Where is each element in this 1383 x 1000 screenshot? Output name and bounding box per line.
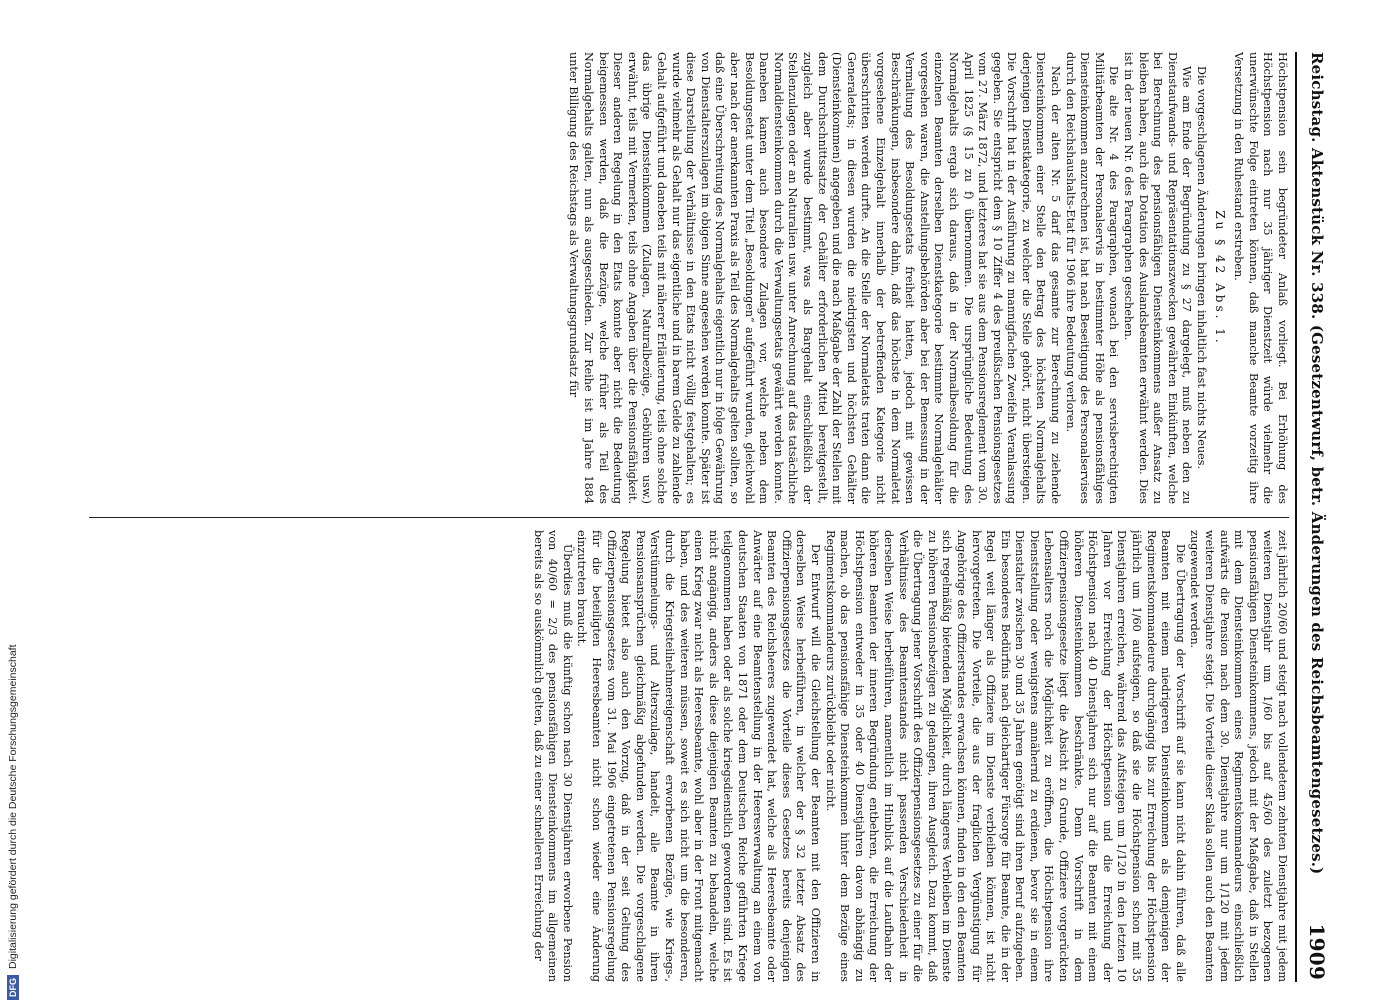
right-column (79, 530, 1289, 982)
left-paragraph-2: Die vorgeschlagenen Änderungen bringen inhaltlich fast nichts Neues. (1195, 66, 1209, 470)
right-paragraph-2: Die Übertragung der Vorschrift auf sie kann nicht dahin führen, daß alle Beamten mit einem niedrigeren Diensteinkommen als demjenigen der Regimentskommandeure durchgängig bis zur Erreichung der Höchstpension jährlich um 1/60 aufsteigen, so daß sie die Höchstpension schon mit 35 Dienstjahren erreichen, während das Aufsteigen um 1/120 in den letzten 10 Jahren vor Erreichung der Höchstpension und die Erreichung der Höchstpension nach 40 Dienstjahren sich nur auf die Beamten mit einem höheren Diensteinkommen beschränkte. Denn Vorschrift in dem Offizierpensionsgesetze liegt die Absicht zu Grunde, Offiziere vorgerückten Lebensalters noch die Möglichkeit zu eröffnen, die Höchstpension ihre Dienststellung oder wenigstens annähernd zu erdienen, bevor sie in einem Dienstalter zwischen 30 und 35 Jahren genötigt sind ihren Beruf aufzugeben. Ein besonderes Bedürfnis nach gleichartiger Fürsorge für Beamte, die in der Regel weit länger als Offiziere im Dienste verbleiben können, ist nicht hervorgetreten. Die Vorteile, die aus der fraglichen Vergünstigung für Angehörige des Offizierstandes erwachsen können, finden in den den Beamten sich regelmäßig bietenden Möglichkeit, durch längeres Verbleiben im Dienste zu höheren Pensionsbezügen zu gelangen, ihren Ausgleich. Dazu kommt, daß die Übertragung jener Vorschrift des Offizierpensionsgesetzes zu einer für die Verhältnisse des Beamtenstandes nicht passenden Verschiedenheit in derselben Weise herbeiführen, namentlich im Hinblick auf die Laufbahn der höheren Beamten der inneren Begründung entbehren, die Erreichung der Höchstpension entweder in 35 oder 40 Dienstjahren davon abhängig zu machen, ob das pensionsfähige Diensteinkommen hinter dem Bezüge eines Regimentskommandeurs zurückbleibt oder nicht. (823, 530, 1187, 982)
left-paragraph-3: Wie am Ende der Begründung zu § 27 dargelegt, muß neben den zu Dienstaufwands- und Repräsentationszwecken gewährten Einkünften, welche bei Berechnung des pensionsfähigen Diensteinkommens außer Ansatz zu bleiben haben, auch die Dotation des Auslandsbeamten erwähnt werden. Dies ist in der neuen Nr. 6 des Paragraphen geschehen. (1122, 52, 1194, 504)
page-number: 1909 (1305, 923, 1329, 980)
right-paragraph-4: Überdies muß die künftig schon nach 30 Dienstjahren erworbene Pension von 40/60 = 2/3 des pensionsfähigen Diensteinkommens im allgemeinen bereits als so auskömmlich gelten, daß zu einer schnelleren Erreichung der (531, 530, 574, 982)
right-paragraph-1: zeit jährlich 20/60 und steigt nach vollendetem zehnten Dienstjahre mit jedem weiteren Dienstjahr um 1/60 bis auf 45/60 des zuletzt bezogenen pensionsfähigen Diensteinkommens, jedoch mit der Maßgabe, daß in Stellen mit dem Diensteinkommen eines Regimentskommandeurs einschließlich aufwärts die Pension nach dem 30. Dienstjahre nur um 1/120 mit jedem weiteren Dienstjahre steigt. Die Vorteile dieser Skala sollen auch den Beamten zugewendet werden. (1188, 530, 1289, 982)
dfg-logo: DFG (7, 975, 19, 1000)
left-paragraph-5: Nach der alten Nr. 5 darf das gesamte zur Berechnung zu ziehende Diensteinkommen einer Stelle den Betrag des höchsten Normalgehalts derjenigen Dienstkategorie, zu welcher die Stelle gehört, nicht übersteigen. Die Vorschrift hat in der Ausführung zu mannigfachen Zweifeln Veranlassung gegeben. Sie entspricht dem § 10 Ziffer 4 des preußischen Pensionsgesetzes vom 27. März 1872, und letzteres hat sie aus dem Pensionsreglement vom 30. April 1825 (§ 15 zu f) übernommen. Die ursprüngliche Bedeutung des Normalgehalts ergab sich daraus, daß in der Normalbesoldung für die einzelnen Beamten derselben Dienstkategorie bestimmte Normalgehälter vorgesehen waren, die Anstellungsbehörden aber bei der Bemessung in der Vermaltung des Besoldungsetats freiheit hatten, jedoch mit gewissen Beschränkungen, insbesondere dahin, daß das höchste in dem Normaletat vorgesehene Einzelgehalt innerhalb der betreffenden Kategorie nicht überschritten werden durfte. An die Stelle der Normaletats traten dann die Generaletats; in diesen wurden die niedrigsten und höchsten Gehälter (Diensteinkommen) angegeben und die nach Maßgabe der Zahl der Stellen mit dem Durchschnittssatze der Gehälter erforderlichen Mittel bereitgestellt, zugleich aber wurde bestimmt, was als Bargehalt einschließlich der Stellenzulagen oder an Naturalien usw. unter Anrechnung auf das tatsächliche Normaldiensteinkommen durch die Verwaltungsetats gewährt werden konnte. Daneben kamen auch besondere Zulagen vor, welche neben dem Besoldungsetat unter dem Titel „Besoldungen“ aufgeführt wurden, gleichwohl aber nach der anerkannten Praxis als Teil des Normalgehalts gelten sollten, so daß eine Überschreitung des Normalgehalts eigentlich nur in folge Gewährung von Dienstalterszulagen im obigen Sinne angesehen werden konnte. Später ist diese Darstellung der Verhältnisse in den Etats nicht völlig festgehalten; es wurde vielmehr als Gehalt nur das eigentliche und in barem Gelde zu zahlende Gehalt aufgeführt und daneben teils mit näherer Erläuterung, teils ohne solche das übrige Diensteinkommen (Zulagen, Naturalbezüge, Gebühren usw.) erwähnt, teils mit Vermerken, teils ohne Angaben über die Pensionsfähigkeit. Dieser anderen Regelung in den Etats konnte aber nicht die Bedeutung beigemessen werden, daß die Bezüge, welche früher als Teil des Normalgehalts galten, nun als ausgeschieden. Zur Reihe ist im Jahre 1884 unter Billigung des Reichstags als Verwaltungsgrundsatz für (567, 52, 1063, 504)
rotated-document-page (72, 52, 1337, 982)
left-paragraph-1: Höchstpension sein begründeter Anlaß vorliegt. Bei Erhöhung des Höchstpension nach nur 35 jähriger Dienstzeit würde vielmehr die unerwünschte Folge eintreten können, daß manche Beamte vorzeitig ihre Versetzung in den Ruhestand erstreben. (1232, 52, 1289, 504)
column-separator (89, 517, 1289, 518)
right-paragraph-3: Der Entwurf will die Gleichstellung der Beamten mit den Offizieren in derselben Weise herbeiführen, in welcher der § 32 letzter Absatz des Offizierpensionsgesetzes die Vorteile dieses Gesetzes bereits denjenigen Beamten des Reichsheeres zugewendet hat, welche als Heeresbeamte oder Anwärter auf eine Beamtenstellung in der Heeresverwaltung an einem von deutschen Staaten von 1871 oder dem Deutschen Reiche geführten Kriege teilgenommen haben oder als solche kriegsdienstlich gewordenen sind. Es ist nicht angängig, anders als diese diejenigen Beamten zu behandeln, welche einen Krieg zwar nicht als Heeresbeamte, wohl aber in der Front mitgemacht haben, und des weiteren müssen, soweit es sich nicht um die besonderen, durch die Kriegsteilnehmereigenschaft erworbenen Bezüge, wie Kriegs-, Verstümmelungs- und Alterszulage, handelt, alle Beamte in ihren Pensionsansprüchen gleichmäßig abgefunden werden. Die vorgeschlagene Regelung bietet also auch den Vorzug, daß in der seit Geltung des Offizierpensionsgesetzes vom 31. Mai 1906 eingetretenen Pensionsregelung für die beteiligten Heeresbeamten nicht schon wieder eine Änderung einzutreten braucht. (575, 530, 822, 982)
left-column (79, 52, 1289, 504)
section-heading: Zu § 42 Abs. 1. (1212, 210, 1227, 346)
page-header-title: Reichstag. Aktenstück Nr. 338. (Gesetzentwurf, betr. Änderungen des Reichsbeamtengesetzes.) (1308, 52, 1326, 875)
funding-sidebar (6, 10, 20, 1000)
page-header (1297, 52, 1337, 982)
left-paragraph-4: Die alte Nr. 4 des Paragraphen, wonach bei den servisberechtigten Militärbeamten der Personalservis in bestimmter Höhe als pensionsfähiges Diensteinkommen anzurechnen ist, hat nach Beseitigung des Personalservises durch den Reichshaushalts-Etat für 1906 ihre Bedeutung verloren. (1063, 52, 1121, 504)
header-rule (1295, 52, 1297, 982)
funding-note: Digitalisierung gefördert durch die Deutsche Forschungsgemeinschaft (7, 644, 19, 969)
